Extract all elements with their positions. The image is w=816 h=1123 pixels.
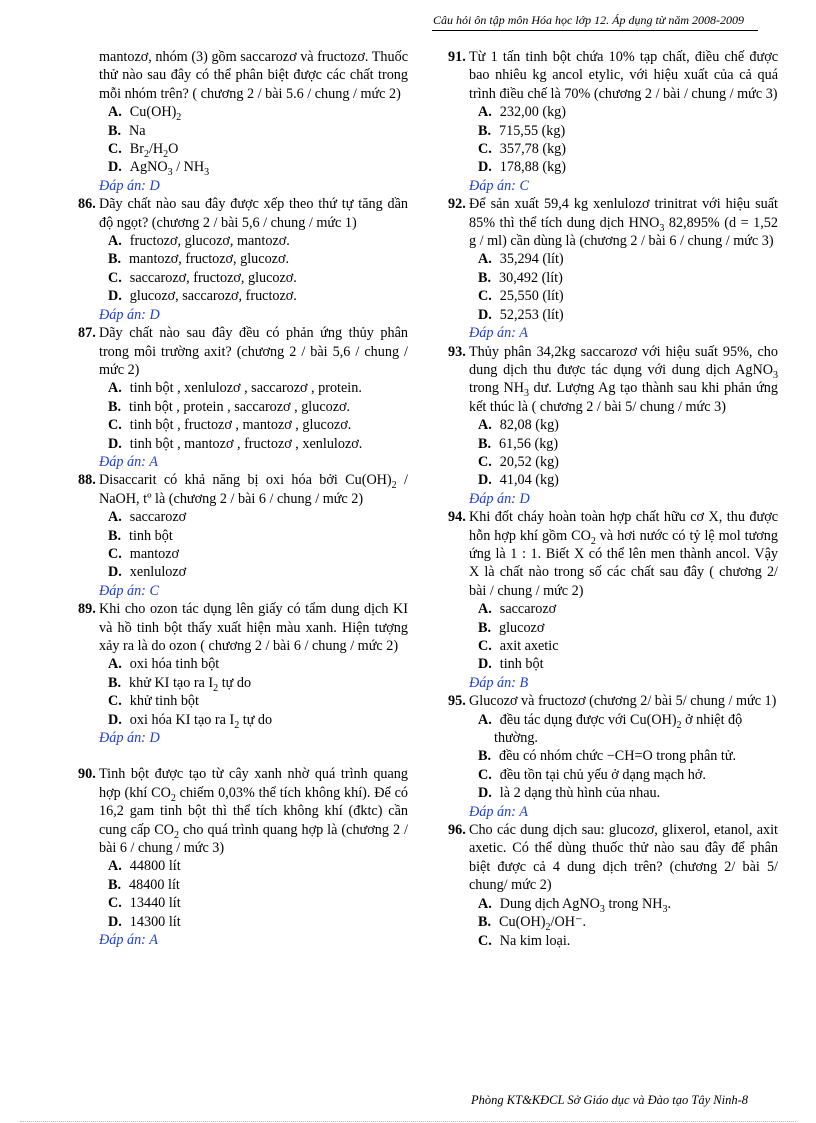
answer-90: Đáp án: A [99,932,158,949]
option-b: B. Na [108,122,146,139]
question-95: 95. Glucozơ và fructozơ (chương 2/ bài 5/ chung / mức 1) [448,693,777,710]
question-88: 88. Disaccarit có khả năng bị oxi hóa bởi $Cu(OH)_2$ / NaOH, tº là (chương 2 / bài 6 / chung / mức 2) [78,472,408,507]
left-column [78,48,408,950]
option-a: A. 44800 lít [108,858,181,875]
option-b: B. glucozơ [478,619,545,636]
answer-87: Đáp án: A [99,453,158,470]
header-rule [432,30,758,31]
option-d: D. 41,04 (kg) [478,472,559,489]
page-footer: Phòng KT&KĐCL Sở Giáo dục và Đào tạo Tây Ninh-8 [471,1093,748,1107]
option-b: B. đều có nhóm chức −CH=O trong phân tử. [478,748,737,765]
answer-95: Đáp án: A [469,803,528,820]
option-c: C. 20,52 (kg) [478,453,559,470]
option-d: D. glucozơ, saccarozơ, fructozơ. [108,288,297,305]
option-c: C. 357,78 (kg) [478,141,566,158]
option-c: C. 13440 lít [108,895,181,912]
option-a: A. oxi hóa tinh bột [108,656,220,673]
question-93: 93. Thủy phân 34,2kg saccarozơ với hiệu suất 95%, cho dung dịch thu được tác dụng với dung dịch AgNO$_3$ trong $NH_3$ dư. Lượng Ag tạo thành sau khi phản ứng kết thúc là ( chương 2 / bài 5/ chung / mức 3) [448,343,778,415]
option-a: A. 82,08 (kg) [478,417,559,434]
option-c: C. tinh bột , fructozơ , mantozơ , glucozơ. [108,417,352,434]
option-b: B. tinh bột , protein , saccarozơ , glucozơ. [108,398,351,415]
option-b: B. mantozơ, fructozơ, glucozơ. [108,251,290,268]
answer-94: Đáp án: B [469,674,529,691]
option-b: B. 61,56 (kg) [478,435,559,452]
option-a: A. đều tác dụng được với $Cu(OH)_2$ ở nhiệt độ thường. [478,711,743,747]
answer-85: Đáp án: D [99,177,160,194]
page-header: Câu hỏi ôn tập môn Hóa học lớp 12. Áp dụng từ năm 2008-2009 [433,13,744,27]
option-a: A. $Cu(OH)_2$ [108,104,182,124]
option-c: C. khử tinh bột [108,693,199,710]
answer-93: Đáp án: D [469,490,530,507]
question-92: 92. Để sản xuất 59,4 kg xenlulozơ trinitrat với hiệu suất 85% thì thể tích dung dịch $HNO_3$ 82,895% (d = 1,52 g / ml) cần dùng là (chương 2 / bài 6 / chung / mức 3) [448,196,778,250]
question-93-options [448,416,778,490]
option-b: B. 48400 lít [108,876,180,893]
option-a: A. 35,294 (lít) [478,251,564,268]
option-c: C. $Br_2/H_2O$ [108,141,179,160]
answer-91: Đáp án: C [469,177,529,194]
footer-rule [20,1121,796,1122]
option-d: D. AgNO$_3$ / $NH_3$ [108,159,210,179]
question-89: 89. Khi cho ozon tác dụng lên giấy có tẩm dung dịch KI và hồ tinh bột thấy xuất hiện màu xanh. Hiện tượng xảy ra là do ozon ( chương 2 / bài 6 / chung / mức 2) [78,601,408,654]
question-91-options [448,103,778,177]
option-a: A. saccarozơ [478,601,557,618]
answer-92: Đáp án: A [469,325,528,342]
option-c: C. axit axetic [478,638,559,654]
question-89-options [78,655,408,729]
question-86: 86. Dãy chất nào sau đây được xếp theo thứ tự tăng dần độ ngọt? (chương 2 / bài 5,6 / chung / mức 1) [78,196,408,231]
question-94-options [448,600,778,674]
question-87: 87. Dãy chất nào sau đây đều có phản ứng thủy phân trong môi trường axit? (chương 2 / bài 5,6 / chung / mức 2) [78,325,408,378]
option-b: B. tinh bột [108,527,173,544]
question-86-options [78,232,408,306]
question-94: 94. Khi đốt cháy hoàn toàn hợp chất hữu cơ X, thu được hỗn hợp khí gồm $CO_2$ và hơi nước có tỷ lệ mol tương ứng là 1 : 1. Biết X có thể lên men thành ancol. Vậy X là chất nào trong số các chất sau đây ( chương 2/ bài / chung / mức 2) [448,509,778,599]
spacer [78,747,408,765]
option-d: D. tinh bột [478,656,544,673]
option-d: D. tinh bột , mantozơ , fructozơ , xenlulozơ. [108,435,363,452]
question-96: 96. Cho các dung dịch sau: glucozơ, glixerol, etanol, axit axetic. Có thể dùng thuốc thử nào sau đây để phân biệt được cả 4 dung dịch trên? (chương 2/ bài 5/ chung/ mức 2) [448,822,778,894]
question-90-options [78,857,408,931]
option-b: B. 715,55 (kg) [478,122,566,139]
question-96-options [448,895,778,950]
option-d: D. 52,253 (lít) [478,306,564,323]
option-d: D. 14300 lít [108,913,181,930]
answer-89: Đáp án: D [99,730,160,747]
option-d: D. 178,88 (kg) [478,159,566,176]
question-90: 90. Tinh bột được tạo từ cây xanh nhờ quá trình quang hợp (khí $CO_2$ chiếm 0,03% thể tích không khí). Để có 16,2 gam tinh bột thì thể tích không khí (đktc) cần cung cấp $CO_2$ cho quá trình quang hợp là (chương 2 / bài 6 / chung / mức 3) [78,766,408,857]
question-95-options [448,711,778,803]
option-c: C. saccarozơ, fructozơ, glucozơ. [108,269,297,286]
answer-86: Đáp án: D [99,306,160,323]
option-c: C. Na kim loại. [478,932,571,949]
option-c: C. đều tồn tại chủ yếu ở dạng mạch hở. [478,766,706,783]
option-c: C. mantozơ [108,545,180,562]
right-column [448,48,778,950]
question-88-options [78,508,408,582]
option-a: A. 232,00 (kg) [478,104,566,121]
option-b: B. 30,492 (lít) [478,269,563,286]
question-85-continuation: mantozơ, nhóm (3) gồm saccarozơ và fructozơ. Thuốc thử nào sau đây có thể phân biệt được các chất trong mỗi nhóm trên? ( chương 2 / bài 5.6 / chung / mức 2) [99,49,408,102]
option-b: B. khử KI tạo ra $I_2$ tự do [108,674,252,694]
option-c: C. 25,550 (lít) [478,288,564,305]
option-d: D. xenlulozơ [108,564,187,581]
question-91: 91. Từ 1 tấn tinh bột chứa 10% tạp chất, điều chế được bao nhiêu kg ancol etylic, với hiệu xuất của cả quá trình điều chế là 70% (chương 2 / bài / chung / mức 3) [448,49,778,102]
question-85-options [78,103,408,177]
question-92-options [448,250,778,324]
option-a: A. Dung dịch AgNO$_3$ trong $NH_3$. [478,895,671,915]
option-a: A. tinh bột , xenlulozơ , saccarozơ , protein. [108,380,362,397]
question-87-options [78,379,408,453]
answer-88: Đáp án: C [99,582,159,599]
option-a: A. fructozơ, glucozơ, mantozơ. [108,233,290,250]
option-d: D. oxi hóa KI tạo ra $I_2$ tự do [108,711,273,731]
option-b: B. $Cu(OH)_2/OH^-$. [478,914,586,933]
option-d: D. là 2 dạng thù hình của nhau. [478,785,661,802]
option-a: A. saccarozơ [108,509,187,526]
